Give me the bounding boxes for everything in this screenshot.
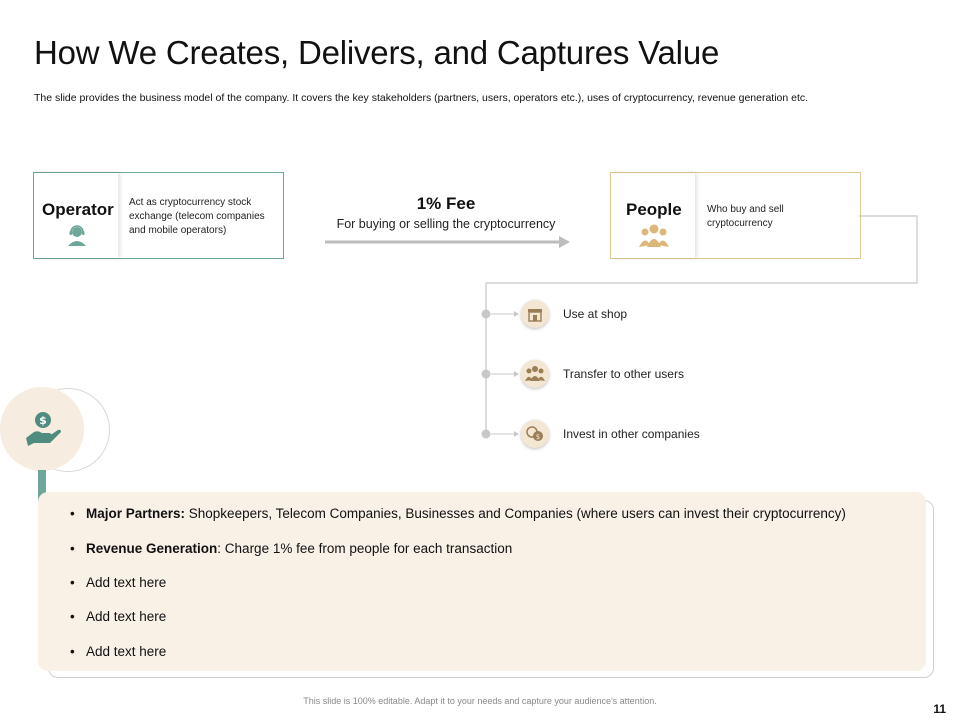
use-shop-circle bbox=[521, 300, 549, 328]
use-label: Invest in other companies bbox=[563, 427, 700, 441]
bullet-text: Add text here bbox=[86, 609, 167, 624]
people-desc-line: Who buy and sell bbox=[707, 204, 784, 215]
slide-title: How We Creates, Delivers, and Captures Value bbox=[34, 34, 720, 71]
money-hand-icon bbox=[22, 408, 64, 450]
operator-description bbox=[129, 196, 279, 238]
operator-label: Operator bbox=[42, 200, 114, 219]
bullet-item bbox=[70, 644, 166, 659]
bullet-text: Shopkeepers, Telecom Companies, Businesses and Companies (where users can invest their cryptocurrency) bbox=[185, 506, 846, 521]
people-desc-line: cryptocurrency bbox=[707, 218, 773, 229]
operator-desc-line: Act as cryptocurrency stock bbox=[129, 197, 252, 208]
footer-note: This slide is 100% editable. Adapt it to your needs and capture your audience's attention. bbox=[303, 696, 657, 706]
bullet-item bbox=[70, 575, 166, 590]
svg-text:$: $ bbox=[535, 433, 541, 441]
shop-icon bbox=[521, 300, 549, 328]
bullet-dot: • bbox=[70, 506, 75, 521]
fee-subtitle: For buying or selling the cryptocurrency bbox=[336, 217, 556, 231]
operator-desc-line: and mobile operators) bbox=[129, 225, 227, 236]
bullet-dot: • bbox=[70, 575, 75, 590]
bullet-text: Add text here bbox=[86, 575, 167, 590]
slide-subtitle: The slide provides the business model of the company. It covers the key stakeholders (partners, users, operators etc.), uses of cryptocurrency, revenue generation etc. bbox=[34, 92, 809, 104]
invest-coins-icon bbox=[521, 420, 549, 448]
bullet-dot: • bbox=[70, 644, 75, 659]
operator-desc-line: exchange (telecom companies bbox=[129, 211, 265, 222]
bullet-item bbox=[70, 506, 846, 521]
fee-title: 1% Fee bbox=[416, 194, 476, 213]
bullet-bold: Revenue Generation bbox=[86, 541, 218, 556]
bullet-bold: Major Partners: bbox=[86, 506, 186, 521]
uses-connector bbox=[470, 210, 930, 450]
users-transfer-icon bbox=[521, 360, 549, 388]
svg-text:$: $ bbox=[39, 414, 47, 427]
people-label: People bbox=[626, 200, 682, 219]
use-transfer-circle bbox=[521, 360, 549, 388]
use-invest-circle bbox=[521, 420, 549, 448]
bullet-item bbox=[70, 541, 512, 556]
page-number: 11 bbox=[933, 702, 946, 716]
bullet-text: : Charge 1% fee from people for each transaction bbox=[217, 541, 513, 556]
use-label: Use at shop bbox=[563, 307, 628, 321]
operator-box bbox=[33, 172, 284, 259]
bullet-dot: • bbox=[70, 541, 75, 556]
operator-headset-icon bbox=[65, 223, 89, 247]
use-label: Transfer to other users bbox=[563, 367, 684, 381]
bullet-dot: • bbox=[70, 609, 75, 624]
bullet-item bbox=[70, 609, 166, 624]
bullet-text: Add text here bbox=[86, 644, 167, 659]
